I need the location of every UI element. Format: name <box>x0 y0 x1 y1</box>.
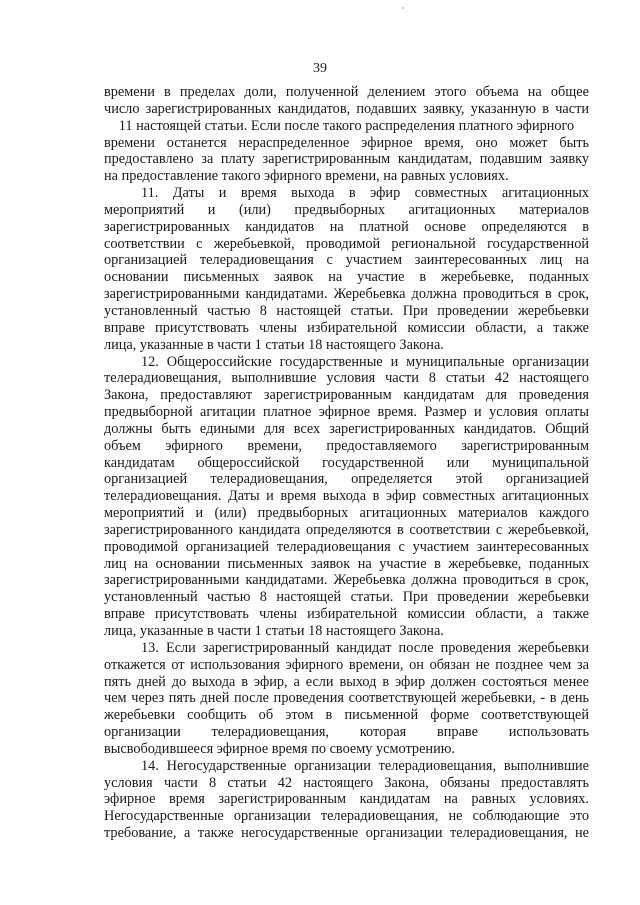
paragraph-11-start: 11. Даты и время выхода в эфир совместных агитационных <box>141 185 589 202</box>
text-line: зарегистрированных кандидатов на платной основе определяются в <box>104 218 589 235</box>
text-line: предвыборной агитации платное эфирное время. Размер и условия оплаты <box>104 404 589 421</box>
text-line: организации телерадиовещания, которая вправе использовать <box>104 724 589 741</box>
text-line: высвободившееся эфирное время по своему усмотрению. <box>104 740 455 757</box>
text-line: мероприятий и (или) предвыборных агитационных материалов каждого <box>104 505 589 522</box>
text-line: число зарегистрированных кандидатов, подавших заявку, указанную в части <box>104 100 589 117</box>
text-line: установленный частью 8 настоящей статьи. При проведении жеребьевки <box>104 302 589 319</box>
text-line: Негосударственные организации телерадиовещания, не соблюдающие это <box>104 808 589 825</box>
text-line: условия части 8 статьи 42 настоящего Закона, обязаны предоставлять <box>104 774 589 791</box>
text-line: мероприятий и (или) предвыборных агитационных материалов <box>104 201 589 218</box>
paragraph-13-start: 13. Если зарегистрированный кандидат после проведения жеребьевки <box>141 639 589 656</box>
text-line: требование, а также негосударственные организации телерадиовещания, не <box>104 825 589 842</box>
text-line: проводимой организацией телерадиовещания с участием заинтересованных <box>104 538 589 555</box>
text-line: 11 настоящей статьи. Если после такого распределения платного эфирного <box>118 117 575 134</box>
text-line: должны быть едиными для всех зарегистрированных кандидатов. Общий <box>104 420 589 437</box>
document-body <box>104 84 589 842</box>
text-line: времени в пределах доли, полученной делением этого объема на общее <box>104 84 589 100</box>
text-line: зарегистрированного кандидата определяются в соответствии с жеребьевкой, <box>104 521 589 538</box>
text-line: пять дней до выхода в эфир, а если выход в эфир должен состояться менее <box>104 673 589 690</box>
paragraph-14-start: 14. Негосударственные организации телерадиовещания, выполнившие <box>141 757 589 774</box>
text-line: зарегистрированными кандидатами. Жеребьевка должна проводиться в срок, <box>104 572 589 589</box>
text-line: телерадиовещания, выполнившие условия части 8 статьи 42 настоящего <box>104 370 589 387</box>
text-line: откажется от использования эфирного времени, он обязан не позднее чем за <box>104 656 589 673</box>
text-line: лица, указанные в части 1 статьи 18 настоящего Закона. <box>104 336 444 353</box>
text-line: установленный частью 8 настоящей статьи. При проведении жеребьевки <box>104 589 589 606</box>
text-line: зарегистрированными кандидатами. Жеребьевка должна проводиться в срок, <box>104 286 589 303</box>
page-number: 39 <box>313 61 327 76</box>
text-line: лица, указанные в части 1 статьи 18 настоящего Закона. <box>104 623 444 639</box>
text-line: вправе присутствовать члены избирательной комиссии области, а также <box>104 319 589 336</box>
text-line: Закона, предоставляют зарегистрированным кандидатам для проведения <box>104 387 589 404</box>
text-line: телерадиовещания. Даты и время выхода в эфир совместных агитационных <box>104 488 589 505</box>
text-line: соответствии с жеребьевкой, проводимой региональной государственной <box>104 235 589 252</box>
text-line: организацией телерадиовещания с участием заинтересованных лиц на <box>104 252 589 269</box>
text-line: лиц на основании письменных заявок на участие в жеребьевке, поданных <box>104 555 589 572</box>
text-line: чем через пять дней после проведения соответствующей жеребьевки, - в день <box>104 690 589 707</box>
text-line: кандидатам общероссийской государственной или муниципальной <box>104 454 589 471</box>
text-line: эфирное время зарегистрированным кандидатам на равных условиях. <box>104 791 589 808</box>
text-line: жеребьевки сообщить об этом в письменной форме соответствующей <box>104 707 589 724</box>
text-line: основании письменных заявок на участие в жеребьевке, поданных <box>104 269 589 286</box>
text-line: объем эфирного времени, предоставляемого зарегистрированным <box>104 437 589 454</box>
scan-speck <box>402 7 404 9</box>
text-line: вправе присутствовать члены избирательной комиссии области, а также <box>104 606 589 623</box>
text-line: предоставлено за плату зарегистрированным кандидатам, подавшим заявку <box>104 151 589 168</box>
text-line: организацией телерадиовещания, определяется этой организацией <box>104 471 589 488</box>
text-line: на предоставление такого эфирного времени, на равных условиях. <box>104 168 509 185</box>
text-line: времени останется нераспределенное эфирное время, оно может быть <box>104 134 589 151</box>
paragraph-12-start: 12. Общероссийские государственные и муниципальные организации <box>141 353 589 370</box>
